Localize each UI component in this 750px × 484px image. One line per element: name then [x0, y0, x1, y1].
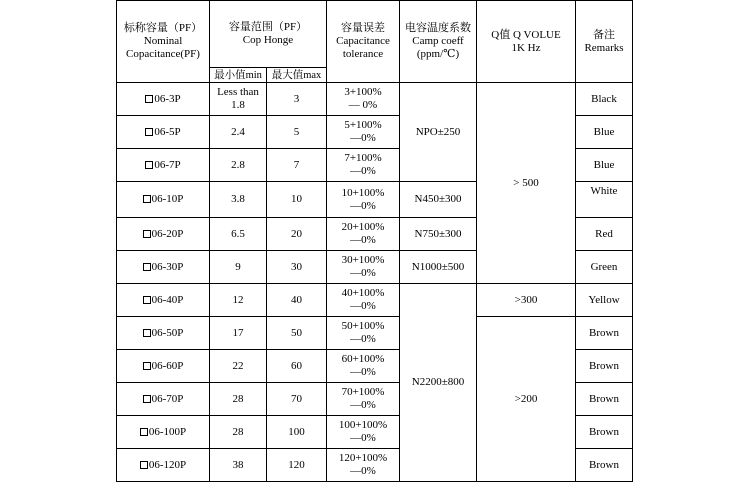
header-nominal: 标称容量（PF） Nominal Copacitance(PF): [117, 1, 210, 83]
min-cell: 6.5: [210, 218, 267, 251]
q-value-cell: >300: [477, 284, 576, 317]
tolerance-cell: 30+100% —0%: [327, 251, 400, 284]
nominal-cell: 06-120P: [117, 449, 210, 482]
remarks-cell: Brown: [576, 350, 633, 383]
tolerance-cell: 70+100% —0%: [327, 383, 400, 416]
nominal-cell: 06-40P: [117, 284, 210, 317]
nominal-cell: 06-100P: [117, 416, 210, 449]
q-value-cell: > 500: [477, 83, 576, 284]
min-cell: 28: [210, 383, 267, 416]
checkbox-square-icon: [140, 428, 148, 436]
table-row: [117, 317, 633, 350]
max-cell: 100: [267, 416, 327, 449]
header-range: 容量范围（PF） Cop Honge: [210, 1, 327, 68]
max-cell: 30: [267, 251, 327, 284]
header-q-value: Q值 Q VOLUE 1K Hz: [477, 1, 576, 83]
checkbox-square-icon: [143, 195, 151, 203]
remarks-cell: Brown: [576, 449, 633, 482]
checkbox-square-icon: [140, 461, 148, 469]
remarks-cell: White: [576, 182, 633, 218]
tolerance-cell: 120+100% —0%: [327, 449, 400, 482]
max-cell: 3: [267, 83, 327, 116]
header-min: 最小值min: [210, 68, 267, 83]
max-cell: 120: [267, 449, 327, 482]
remarks-cell: Blue: [576, 116, 633, 149]
min-cell: 2.8: [210, 149, 267, 182]
checkbox-square-icon: [145, 128, 153, 136]
tolerance-cell: 7+100% —0%: [327, 149, 400, 182]
max-cell: 5: [267, 116, 327, 149]
tolerance-cell: 10+100% —0%: [327, 182, 400, 218]
nominal-cell: 06-7P: [117, 149, 210, 182]
tolerance-cell: 100+100% —0%: [327, 416, 400, 449]
checkbox-square-icon: [145, 95, 153, 103]
remarks-cell: Brown: [576, 317, 633, 350]
tolerance-cell: 20+100% —0%: [327, 218, 400, 251]
min-cell: 17: [210, 317, 267, 350]
nominal-cell: 06-60P: [117, 350, 210, 383]
min-cell: Less than 1.8: [210, 83, 267, 116]
nominal-cell: 06-10P: [117, 182, 210, 218]
remarks-cell: Brown: [576, 416, 633, 449]
min-cell: 38: [210, 449, 267, 482]
checkbox-square-icon: [143, 296, 151, 304]
temp-coeff-cell: N1000±500: [400, 251, 477, 284]
temp-coeff-cell: N450±300: [400, 182, 477, 218]
max-cell: 7: [267, 149, 327, 182]
nominal-cell: 06-70P: [117, 383, 210, 416]
min-cell: 3.8: [210, 182, 267, 218]
remarks-cell: Yellow: [576, 284, 633, 317]
checkbox-square-icon: [143, 395, 151, 403]
max-cell: 70: [267, 383, 327, 416]
tolerance-cell: 60+100% —0%: [327, 350, 400, 383]
nominal-cell: 06-20P: [117, 218, 210, 251]
tolerance-cell: 50+100% —0%: [327, 317, 400, 350]
min-cell: 12: [210, 284, 267, 317]
remarks-cell: Red: [576, 218, 633, 251]
table-row: [117, 284, 633, 317]
header-max: 最大值max: [267, 68, 327, 83]
min-cell: 2.4: [210, 116, 267, 149]
tolerance-cell: 5+100% —0%: [327, 116, 400, 149]
q-value-cell: >200: [477, 317, 576, 482]
max-cell: 40: [267, 284, 327, 317]
min-cell: 28: [210, 416, 267, 449]
remarks-cell: Brown: [576, 383, 633, 416]
tolerance-cell: 3+100% — 0%: [327, 83, 400, 116]
max-cell: 50: [267, 317, 327, 350]
checkbox-square-icon: [143, 329, 151, 337]
nominal-cell: 06-30P: [117, 251, 210, 284]
max-cell: 20: [267, 218, 327, 251]
min-cell: 22: [210, 350, 267, 383]
nominal-cell: 06-50P: [117, 317, 210, 350]
header-remarks: 备注 Remarks: [576, 1, 633, 83]
remarks-cell: Green: [576, 251, 633, 284]
checkbox-square-icon: [143, 263, 151, 271]
temp-coeff-cell: NPO±250: [400, 83, 477, 182]
table-row: [117, 83, 633, 116]
remarks-cell: Black: [576, 83, 633, 116]
max-cell: 10: [267, 182, 327, 218]
checkbox-square-icon: [145, 161, 153, 169]
checkbox-square-icon: [143, 230, 151, 238]
remarks-cell: Blue: [576, 149, 633, 182]
nominal-cell: 06-3P: [117, 83, 210, 116]
capacitor-spec-table: [116, 0, 633, 482]
tolerance-cell: 40+100% —0%: [327, 284, 400, 317]
temp-coeff-cell: N2200±800: [400, 284, 477, 482]
header-temp-coeff: 电容温度系数 Camp coeff (ppm/℃): [400, 1, 477, 83]
nominal-cell: 06-5P: [117, 116, 210, 149]
max-cell: 60: [267, 350, 327, 383]
checkbox-square-icon: [143, 362, 151, 370]
min-cell: 9: [210, 251, 267, 284]
header-tolerance: 容量误差 Capacitance tolerance: [327, 1, 400, 83]
temp-coeff-cell: N750±300: [400, 218, 477, 251]
